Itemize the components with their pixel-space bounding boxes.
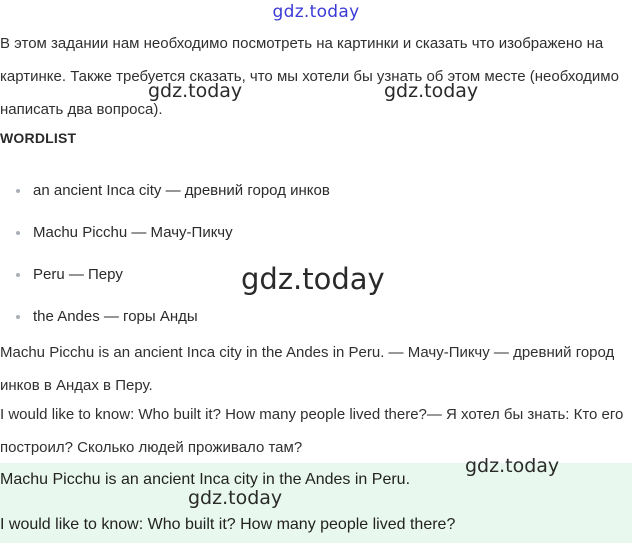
example-sentence-1: Machu Picchu is an ancient Inca city in the Andes in Peru. — Мачу-Пикчу — древний город инков в Андах в Перу. [0, 344, 615, 394]
word-list [0, 170, 330, 338]
answer-line-2: I would like to know: Who built it? How many people lived there? [0, 516, 456, 533]
list-item-text: Peru — Перу [33, 266, 123, 283]
list-item [0, 170, 330, 212]
example-sentence-2: I would like to know: Who built it? How many people lived there?— Я хотел бы знать: Кто его построил? Сколько людей проживало там? [0, 406, 624, 456]
bullet-icon [16, 273, 20, 277]
list-item-text: the Andes — горы Анды [33, 308, 198, 325]
watermark: gdz.today [241, 262, 385, 296]
list-item-text: an ancient Inca city — древний город инков [33, 182, 330, 199]
watermark: gdz.today [148, 80, 243, 102]
list-item [0, 212, 330, 254]
bullet-icon [16, 189, 20, 193]
site-logo[interactable]: gdz.today [272, 2, 360, 22]
watermark: gdz.today [188, 487, 283, 509]
list-item-text: Machu Picchu — Мачу-Пикчу [33, 224, 233, 241]
watermark: gdz.today [465, 455, 560, 477]
wordlist-heading: WORDLIST [0, 130, 77, 146]
bullet-icon [16, 315, 20, 319]
task-description: В этом задании нам необходимо посмотреть на картинки и сказать что изображено на картинке. Также требуется сказать, что мы хотели бы узнать об этом месте (необходимо написать два вопроса). [0, 35, 619, 118]
answer-line-1: Machu Picchu is an ancient Inca city in the Andes in Peru. [0, 471, 411, 488]
list-item [0, 296, 330, 338]
watermark: gdz.today [384, 80, 479, 102]
bullet-icon [16, 231, 20, 235]
